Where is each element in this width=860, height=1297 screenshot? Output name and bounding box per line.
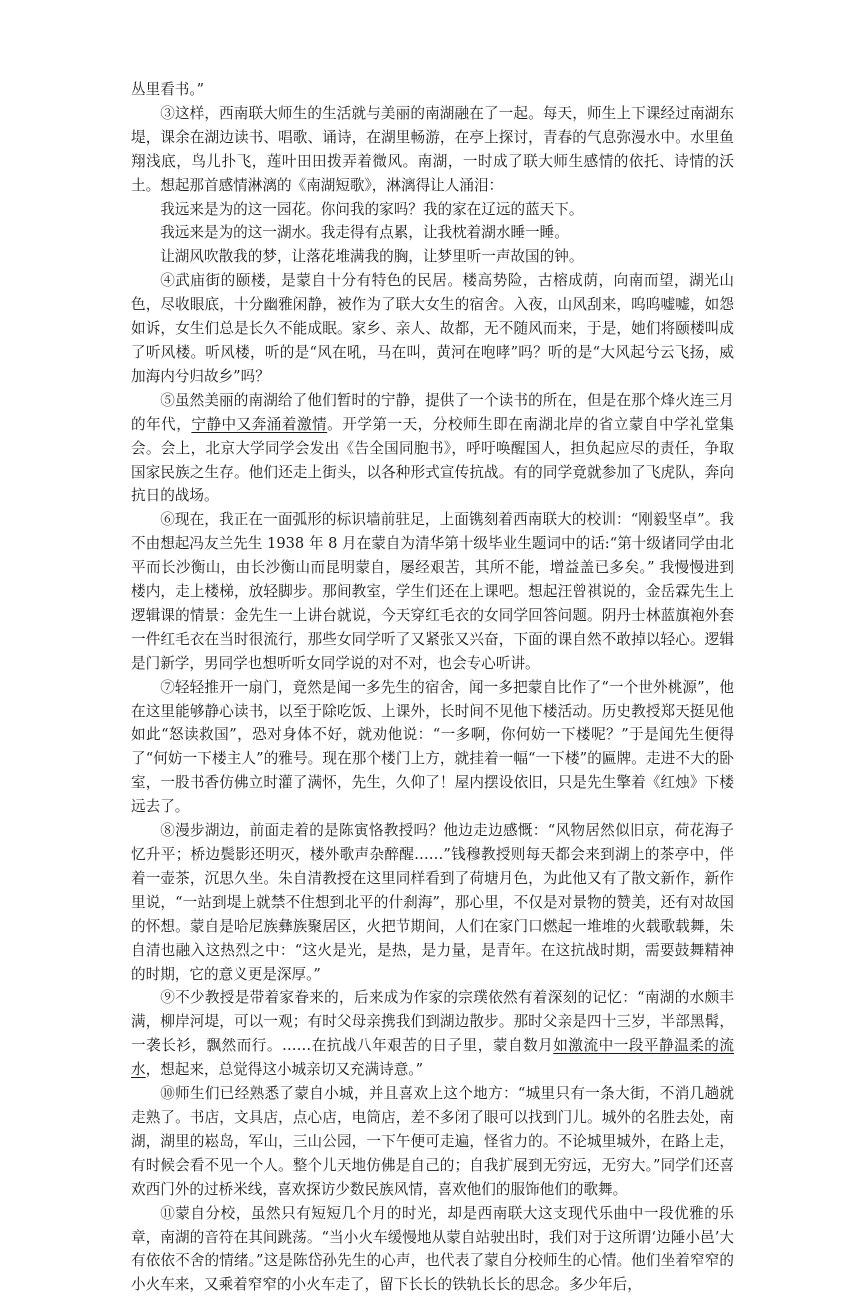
underlined-phrase-5: 宁静中又奔涌着激情 [191,415,328,433]
paragraph-11: ⑪蒙自分校，虽然只有短短几个月的时光，却是西南联大这支现代乐曲中一段优雅的乐章，南湖的音符在其间跳荡。“当小火车缓慢地从蒙自站驶出时，我们对于这所谓‘边陲小邑’大有依依不舍的情绪。”这是陈岱孙先生的心声，也代表了蒙自分校师生的心情。他们坐着窄窄的小火车来，又乘着窄窄的小火车走了，留下长长的铁轨长长的思念。多少年后， [131,1204,734,1294]
paragraph-7: ⑦轻轻推开一扇门，竟然是闻一多先生的宿舍，闻一多把蒙自比作了“一个世外桃源”，他在这里能够静心读书，以至于除吃饭、上课外，长时间不见他下楼活动。历史教授郑天挺见他如此“怒读救国”，恐对身体不好，就劝他说：“一多啊，你何妨一下楼呢？”于是闻先生便得了“何妨一下楼主人”的雅号。现在那个楼门上方，就挂着一幅“一下楼”的匾牌。走进不大的卧室，一股书香仿佛立时灌了满怀，先生，久仰了！屋内摆设依旧，只是先生擎着《红烛》下楼远去了。 [131,678,734,816]
paragraph-9-text-a: ⑨不少教授是带着家眷来的，后来成为作家的宗璞依然有着深刻的记忆：“南湖的水颇丰满，柳岸河堤，可以一观；有时父母亲携我们到湖边散步。那时父亲是四十三岁，半部黑髯，一袭长衫，飘然而行。……在抗战八年艰苦的日子里，蒙自数月 [131,989,734,1055]
paragraph-4: ④武庙街的颐楼，是蒙自十分有特色的民居。楼高势险，古榕成荫，向南而望，湖光山色，尽收眼底，十分幽雅闲静，被作为了联大女生的宿舍。入夜，山风刮来，呜呜嘘嘘，如怨如诉，女生们总是长久不能成眠。家乡、亲人、故都，无不随风而来，于是，她们将颐楼叫成了听风楼。听风楼，听的是“风在吼，马在叫，黄河在咆哮”吗？听的是“大风起兮云飞扬，威加海内兮归故乡”吗？ [131,272,734,385]
poem-line-3: 让湖风吹散我的梦，让落花堆满我的胸，让梦里听一声故国的钟。 [160,248,584,266]
paragraph-continuation: 丛里看书。” [131,81,205,98]
paragraph-9 [131,986,734,1082]
paragraph-10: ⑩师生们已经熟悉了蒙自小城，并且喜欢上这个地方：“城里只有一条大街，不消几趟就走熟了。书店，文具店，点心店，电筒店，差不多闭了眼可以找到门儿。城外的名胜去处，南湖，湖里的崧岛，军山，三山公园，一下午便可走遍，怪省力的。不论城里城外，在路上走，有时候会看不见一个人。整个儿天地仿佛是自己的；自我扩展到无穷远，无穷大。”同学们还喜欢西门外的过桥米线，喜欢探访少数民族风情，喜欢他们的服饰他们的歌舞。 [131,1085,734,1198]
paragraph-8: ⑧漫步湖边，前面走着的是陈寅恪教授吗？他边走边感慨：“风物居然似旧京，荷花海子忆升平；桥边鬓影还明灭，楼外歌声杂醉醒……”钱穆教授则每天都会来到湖上的茶亭中，伴着一壶茶，沉思久坐。朱自清教授在这里同样看到了荷塘月色，为此他又有了散文新作，新作里说，“一站到堤上就禁不住想到北平的什刹海”，那心里，不仅是对景物的赞美，还有对故国的怀想。蒙自是哈尼族彝族聚居区，火把节期间，人们在家门口燃起一堆堆的火载歌载舞，朱自清也融入这热烈之中：“这火是光，是热，是力量，是青年。在这抗战时期，需要鼓舞精神的时期，它的意义更是深厚。” [131,822,734,983]
paragraph-3: ③这样，西南联大师生的生活就与美丽的南湖融在了一起。每天，师生上下课经过南湖东堤，课余在湖边读书、唱歌、诵诗，在湖里畅游，在亭上探讨，青春的气息弥漫水中。水里鱼翔浅底，鸟儿扑飞，莲叶田田拨弄着微风。南湖，一时成了联大师生感情的依托、诗情的沃土。想起那首感情淋漓的《南湖短歌》，淋漓得让人涌泪： [131,104,734,194]
paragraph-5 [131,389,734,509]
poem-line-1: 我远来是为的这一园花。你问我的家吗？我的家在辽远的蓝天下。 [160,200,584,218]
paragraph-6: ⑥现在，我正在一面弧形的标识墙前驻足，上面镌刻着西南联大的校训：“刚毅坚卓”。我不由想起冯友兰先生 1938 年 8 月在蒙自为清华第十级毕业生题词中的话:“第十级诸同学由北平而长沙衡山，由长沙衡山而昆明蒙自，屡经艰苦，其所不能，增益盖已多矣。” 我慢慢进到楼内，走上楼梯，放轻脚步。那间教室，学生们还在上课吧。想起汪曾祺说的，金岳霖先生上逻辑课的情景：金先生一上讲台就说，今天穿红毛衣的女同学回答问题。阴丹士林蓝旗袍外套一件红毛衣在当时很流行，那些女同学听了又紧张又兴奋，下面的课自然不敢掉以轻心。逻辑是门新学，男同学也想听听女同学说的对不对，也会专心听讲。 [131,511,734,672]
poem-line-2: 我远来是为的这一湖水。我走得有点累，让我枕着湖水睡一睡。 [160,224,569,242]
paragraph-5-text-a: ⑤虽然美丽的南湖给了他们暂时的宁静，提供了一个读书的所在，但是在那个烽火连三月的年代， [131,391,734,433]
underlined-phrase-9: 如激流中一段平静温柔的流水 [131,1037,734,1079]
paragraph-5-text-b: 。开学第一天，分校师生即在南湖北岸的省立蒙自中学礼堂集会。会上，北京大学同学会发出《告全国同胞书》，呼吁唤醒国人，担负起应尽的责任，争取国家民族之生存。他们还走上街头，以各种形式宣传抗战。有的同学竟就参加了飞虎队，奔向抗日的战场。 [131,415,734,505]
paragraph-9-text-b: ，想起来，总觉得这小城亲切又充满诗意。” [145,1061,424,1079]
